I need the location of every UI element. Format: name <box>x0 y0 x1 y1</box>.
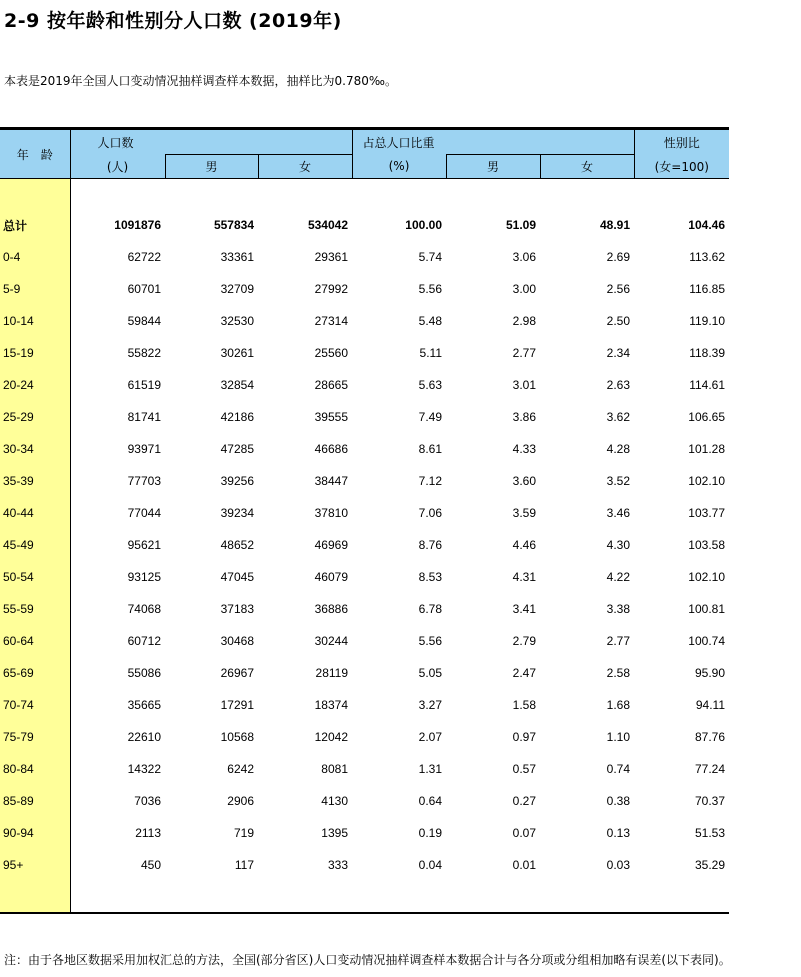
cell-pct-male: 2.98 <box>512 314 536 328</box>
cell-pct-female: 0.38 <box>606 794 630 808</box>
age-group-label: 20-24 <box>0 369 70 401</box>
table-row <box>0 721 729 753</box>
cell-ratio: 116.85 <box>689 282 725 296</box>
age-group-label: 95+ <box>0 849 70 881</box>
cell-ratio: 119.10 <box>689 314 725 328</box>
header-share: 占总人口比重 <box>352 130 634 155</box>
cell-pct: 6.78 <box>418 602 442 616</box>
table-row <box>0 337 729 369</box>
header-population-female: 女 <box>258 155 352 179</box>
cell-male: 117 <box>234 858 254 872</box>
cell-pct: 7.49 <box>418 410 442 424</box>
cell-pop: 450 <box>140 858 161 872</box>
cell-male: 6242 <box>227 762 254 776</box>
cell-pct: 7.12 <box>418 474 442 488</box>
table-row <box>0 753 729 785</box>
table-row <box>0 625 729 657</box>
cell-female: 1395 <box>321 826 348 840</box>
cell-male: 39234 <box>220 506 254 520</box>
cell-ratio: 114.61 <box>689 378 725 392</box>
cell-female: 30244 <box>314 634 348 648</box>
cell-ratio: 95.90 <box>694 666 725 680</box>
cell-ratio: 87.76 <box>694 730 725 744</box>
total-pct-female: 48.91 <box>599 218 630 232</box>
cell-pop: 81741 <box>127 410 161 424</box>
cell-ratio: 77.24 <box>694 762 725 776</box>
cell-pop: 60712 <box>127 634 161 648</box>
cell-pct-female: 3.38 <box>606 602 630 616</box>
table-bottom-rule <box>0 912 729 914</box>
cell-pct: 5.48 <box>418 314 442 328</box>
age-group-label: 15-19 <box>0 337 70 369</box>
cell-ratio: 51.53 <box>694 826 725 840</box>
cell-female: 27314 <box>314 314 348 328</box>
cell-pct: 7.06 <box>418 506 442 520</box>
cell-female: 25560 <box>314 346 348 360</box>
cell-pct-female: 1.10 <box>606 730 630 744</box>
cell-male: 30468 <box>220 634 254 648</box>
age-group-label: 55-59 <box>0 593 70 625</box>
cell-male: 10568 <box>220 730 254 744</box>
header-age: 年 龄 <box>0 130 70 178</box>
age-group-label: 0-4 <box>0 241 70 273</box>
cell-pct: 8.76 <box>418 538 442 552</box>
cell-pop: 74068 <box>127 602 161 616</box>
total-label: 总计 <box>0 209 70 241</box>
cell-pct: 1.31 <box>418 762 442 776</box>
cell-female: 36886 <box>314 602 348 616</box>
cell-pct-female: 2.34 <box>606 346 630 360</box>
age-group-label: 10-14 <box>0 305 70 337</box>
cell-female: 27992 <box>314 282 348 296</box>
cell-pct-male: 3.06 <box>512 250 536 264</box>
cell-pct: 5.63 <box>418 378 442 392</box>
cell-ratio: 113.62 <box>689 250 725 264</box>
age-group-label: 35-39 <box>0 465 70 497</box>
cell-ratio: 102.10 <box>688 474 725 488</box>
header-share-unit: (%) <box>352 155 446 179</box>
cell-pct: 5.11 <box>419 346 442 360</box>
cell-pct-female: 2.58 <box>606 666 630 680</box>
table-description: 本表是2019年全国人口变动情况抽样调查样本数据，抽样比为0.780‰。 <box>4 74 397 88</box>
cell-pct-female: 2.77 <box>606 634 630 648</box>
cell-ratio: 70.37 <box>694 794 725 808</box>
cell-pop: 93971 <box>127 442 161 456</box>
cell-pop: 77044 <box>127 506 161 520</box>
cell-female: 46686 <box>314 442 348 456</box>
table-row <box>0 689 729 721</box>
table-footnote: 注：由于各地区数据采用加权汇总的方法，全国(部分省区)人口变动情况抽样调查样本数据合计与各分项或分组相加略有误差(以下表同)。 <box>4 953 731 967</box>
age-group-label: 65-69 <box>0 657 70 689</box>
cell-female: 333 <box>327 858 348 872</box>
age-group-label: 45-49 <box>0 529 70 561</box>
cell-pct-female: 4.28 <box>606 442 630 456</box>
cell-pct: 2.07 <box>418 730 442 744</box>
header-share-male: 男 <box>446 155 540 179</box>
age-group-label: 90-94 <box>0 817 70 849</box>
cell-pct-male: 0.97 <box>512 730 536 744</box>
cell-ratio: 118.39 <box>689 346 725 360</box>
age-group-label: 5-9 <box>0 273 70 305</box>
cell-female: 39555 <box>314 410 348 424</box>
cell-pct-female: 2.69 <box>606 250 630 264</box>
header-ratio: 性别比 <box>634 130 729 155</box>
cell-pop: 22610 <box>127 730 161 744</box>
cell-female: 8081 <box>321 762 348 776</box>
table-row <box>0 465 729 497</box>
cell-pct-male: 3.59 <box>512 506 536 520</box>
table-row <box>0 369 729 401</box>
cell-pct: 5.74 <box>418 250 442 264</box>
cell-female: 4130 <box>321 794 348 808</box>
cell-pct-female: 2.56 <box>606 282 630 296</box>
cell-pop: 14322 <box>127 762 161 776</box>
cell-male: 47045 <box>220 570 254 584</box>
cell-pct: 5.56 <box>418 282 442 296</box>
cell-female: 29361 <box>314 250 348 264</box>
age-group-label: 75-79 <box>0 721 70 753</box>
header-row-2 <box>0 155 729 179</box>
cell-female: 28119 <box>315 666 348 680</box>
age-group-label: 70-74 <box>0 689 70 721</box>
cell-ratio: 106.65 <box>688 410 725 424</box>
cell-pct: 3.27 <box>418 698 442 712</box>
cell-female: 18374 <box>314 698 348 712</box>
table-row <box>0 529 729 561</box>
age-group-label: 40-44 <box>0 497 70 529</box>
total-male: 557834 <box>213 218 254 232</box>
table-row <box>0 785 729 817</box>
cell-pct: 5.05 <box>418 666 442 680</box>
population-table <box>0 127 729 914</box>
cell-pct-male: 3.86 <box>512 410 536 424</box>
age-group-label: 25-29 <box>0 401 70 433</box>
header-row-1 <box>0 130 729 155</box>
age-group-label: 50-54 <box>0 561 70 593</box>
cell-male: 26967 <box>220 666 254 680</box>
cell-pct-male: 3.00 <box>512 282 536 296</box>
header-population-male: 男 <box>165 155 258 179</box>
table-row <box>0 305 729 337</box>
table-row <box>0 561 729 593</box>
cell-pop: 60701 <box>127 282 161 296</box>
header-population: 人口数 <box>70 130 352 155</box>
cell-pct-female: 4.30 <box>606 538 630 552</box>
cell-pop: 61519 <box>127 378 161 392</box>
cell-ratio: 35.29 <box>694 858 725 872</box>
cell-male: 33361 <box>220 250 254 264</box>
table-row <box>0 497 729 529</box>
cell-pop: 77703 <box>127 474 161 488</box>
cell-pct-male: 0.57 <box>512 762 536 776</box>
cell-male: 719 <box>233 826 254 840</box>
table-row <box>0 433 729 465</box>
cell-pop: 95621 <box>127 538 161 552</box>
cell-pop: 7036 <box>134 794 161 808</box>
cell-male: 48652 <box>220 538 254 552</box>
cell-pct-male: 3.41 <box>512 602 536 616</box>
cell-pct-male: 0.07 <box>512 826 536 840</box>
cell-male: 37183 <box>220 602 254 616</box>
cell-ratio: 102.10 <box>688 570 725 584</box>
cell-pct: 8.53 <box>418 570 442 584</box>
cell-pct-female: 2.63 <box>606 378 630 392</box>
header-share-female: 女 <box>540 155 634 179</box>
spacer-row <box>0 881 729 912</box>
table-row <box>0 401 729 433</box>
cell-pop: 2113 <box>135 826 161 840</box>
age-group-label: 60-64 <box>0 625 70 657</box>
cell-female: 37810 <box>314 506 348 520</box>
cell-pop: 59844 <box>127 314 161 328</box>
total-female: 534042 <box>307 218 348 232</box>
table-row <box>0 593 729 625</box>
cell-female: 46969 <box>314 538 348 552</box>
total-pct: 100.00 <box>405 218 442 232</box>
table-row <box>0 657 729 689</box>
spacer-row <box>0 179 729 209</box>
table-row <box>0 241 729 273</box>
cell-male: 39256 <box>220 474 254 488</box>
cell-male: 2906 <box>227 794 254 808</box>
cell-ratio: 100.74 <box>688 634 725 648</box>
cell-pct-female: 0.74 <box>606 762 630 776</box>
cell-pct-female: 3.52 <box>606 474 630 488</box>
cell-pct-male: 3.60 <box>512 474 536 488</box>
total-pop: 1091876 <box>114 218 161 232</box>
cell-pct-male: 4.31 <box>512 570 536 584</box>
table-row <box>0 273 729 305</box>
cell-pct-female: 3.46 <box>606 506 630 520</box>
cell-pop: 62722 <box>127 250 161 264</box>
cell-male: 30261 <box>220 346 254 360</box>
cell-pct-female: 2.50 <box>606 314 630 328</box>
cell-pct-male: 3.01 <box>512 378 536 392</box>
table-row <box>0 817 729 849</box>
cell-male: 47285 <box>220 442 254 456</box>
cell-ratio: 103.77 <box>688 506 725 520</box>
cell-pct-female: 1.68 <box>606 698 630 712</box>
header-population-unit: (人) <box>70 155 165 179</box>
cell-ratio: 100.81 <box>688 602 725 616</box>
cell-pct-male: 4.33 <box>512 442 536 456</box>
cell-pct: 0.04 <box>418 858 442 872</box>
cell-female: 12042 <box>314 730 348 744</box>
cell-pct-male: 2.79 <box>512 634 536 648</box>
age-group-label: 80-84 <box>0 753 70 785</box>
cell-ratio: 94.11 <box>695 698 725 712</box>
cell-pct-male: 0.27 <box>512 794 536 808</box>
age-group-label: 85-89 <box>0 785 70 817</box>
cell-pct: 8.61 <box>418 442 442 456</box>
cell-male: 32530 <box>220 314 254 328</box>
cell-pct-male: 2.47 <box>512 666 536 680</box>
cell-pop: 55822 <box>127 346 161 360</box>
cell-female: 46079 <box>314 570 348 584</box>
table-row <box>0 849 729 881</box>
cell-pop: 55086 <box>127 666 161 680</box>
cell-ratio: 103.58 <box>688 538 725 552</box>
cell-female: 38447 <box>314 474 348 488</box>
cell-male: 42186 <box>220 410 254 424</box>
cell-pct-female: 3.62 <box>606 410 630 424</box>
cell-female: 28665 <box>314 378 348 392</box>
cell-pct-male: 2.77 <box>512 346 536 360</box>
cell-pct: 5.56 <box>418 634 442 648</box>
total-row <box>0 209 729 241</box>
cell-pct: 0.64 <box>418 794 442 808</box>
cell-pct-male: 0.01 <box>512 858 536 872</box>
cell-pct-female: 0.03 <box>606 858 630 872</box>
cell-male: 17291 <box>220 698 254 712</box>
cell-ratio: 101.28 <box>688 442 725 456</box>
cell-pct-female: 0.13 <box>606 826 630 840</box>
total-pct-male: 51.09 <box>505 218 536 232</box>
cell-male: 32854 <box>220 378 254 392</box>
cell-pct-female: 4.22 <box>606 570 630 584</box>
page-title: 2-9 按年龄和性别分人口数 (2019年) <box>4 10 342 32</box>
cell-pct-male: 4.46 <box>512 538 536 552</box>
total-ratio: 104.46 <box>688 218 725 232</box>
age-group-label: 30-34 <box>0 433 70 465</box>
cell-pct: 0.19 <box>418 826 442 840</box>
cell-pct-male: 1.58 <box>512 698 536 712</box>
cell-pop: 35665 <box>127 698 161 712</box>
cell-male: 32709 <box>220 282 254 296</box>
header-ratio-unit: (女=100) <box>634 155 729 179</box>
cell-pop: 93125 <box>127 570 161 584</box>
